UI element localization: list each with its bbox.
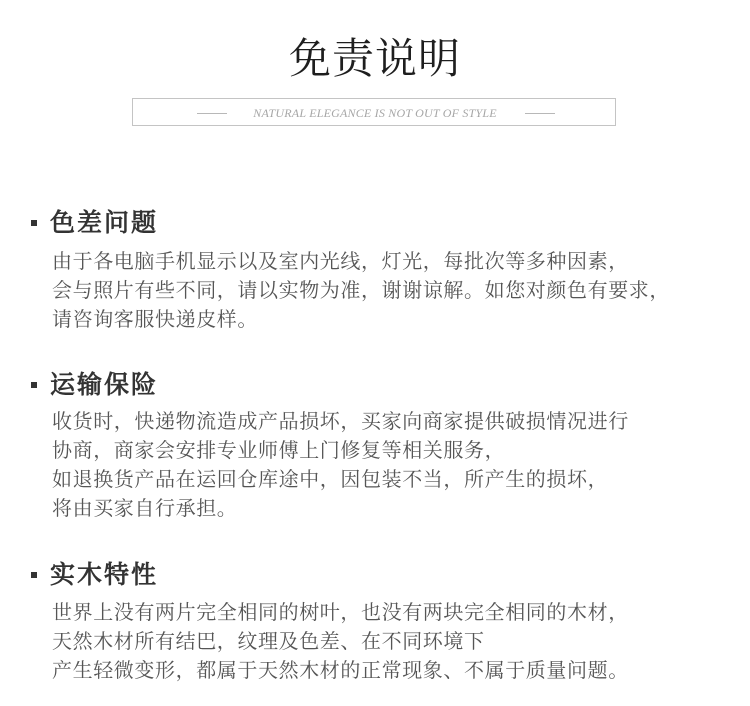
section-text-line: 收货时，快递物流造成产品损坏，买家向商家提供破损情况进行 [52, 409, 629, 433]
slogan-text: NATURAL ELEGANCE IS NOT OUT OF STYLE [253, 106, 497, 120]
section-text-line: 会与照片有些不同，请以实物为准，谢谢谅解。如您对颜色有要求， [52, 278, 670, 302]
slogan-divider-right [525, 113, 555, 114]
section-text-line: 如退换货产品在运回仓库途中，因包装不当，所产生的损坏， [52, 467, 609, 491]
section-heading: 色差问题 [50, 208, 159, 237]
slogan-box [132, 98, 616, 126]
section-text-line: 将由买家自行承担。 [52, 496, 238, 520]
section-text-line: 天然木材所有结巴，纹理及色差、在不同环境下 [52, 629, 485, 653]
section-text-line: 世界上没有两片完全相同的树叶，也没有两块完全相同的木材， [52, 600, 629, 624]
section-text-line: 请咨询客服快递皮样。 [52, 307, 258, 331]
section-text-line: 产生轻微变形，都属于天然木材的正常现象、不属于质量问题。 [52, 658, 629, 682]
section-bullet [31, 572, 37, 578]
section-text-line: 由于各电脑手机显示以及室内光线，灯光，每批次等多种因素， [52, 249, 629, 273]
page-title: 免责说明 [288, 34, 461, 83]
section-bullet [31, 382, 37, 388]
section-heading: 运输保险 [50, 370, 159, 399]
section-heading: 实木特性 [50, 560, 159, 589]
section-bullet [31, 220, 37, 226]
section-text-line: 协商，商家会安排专业师傅上门修复等相关服务， [52, 438, 506, 462]
